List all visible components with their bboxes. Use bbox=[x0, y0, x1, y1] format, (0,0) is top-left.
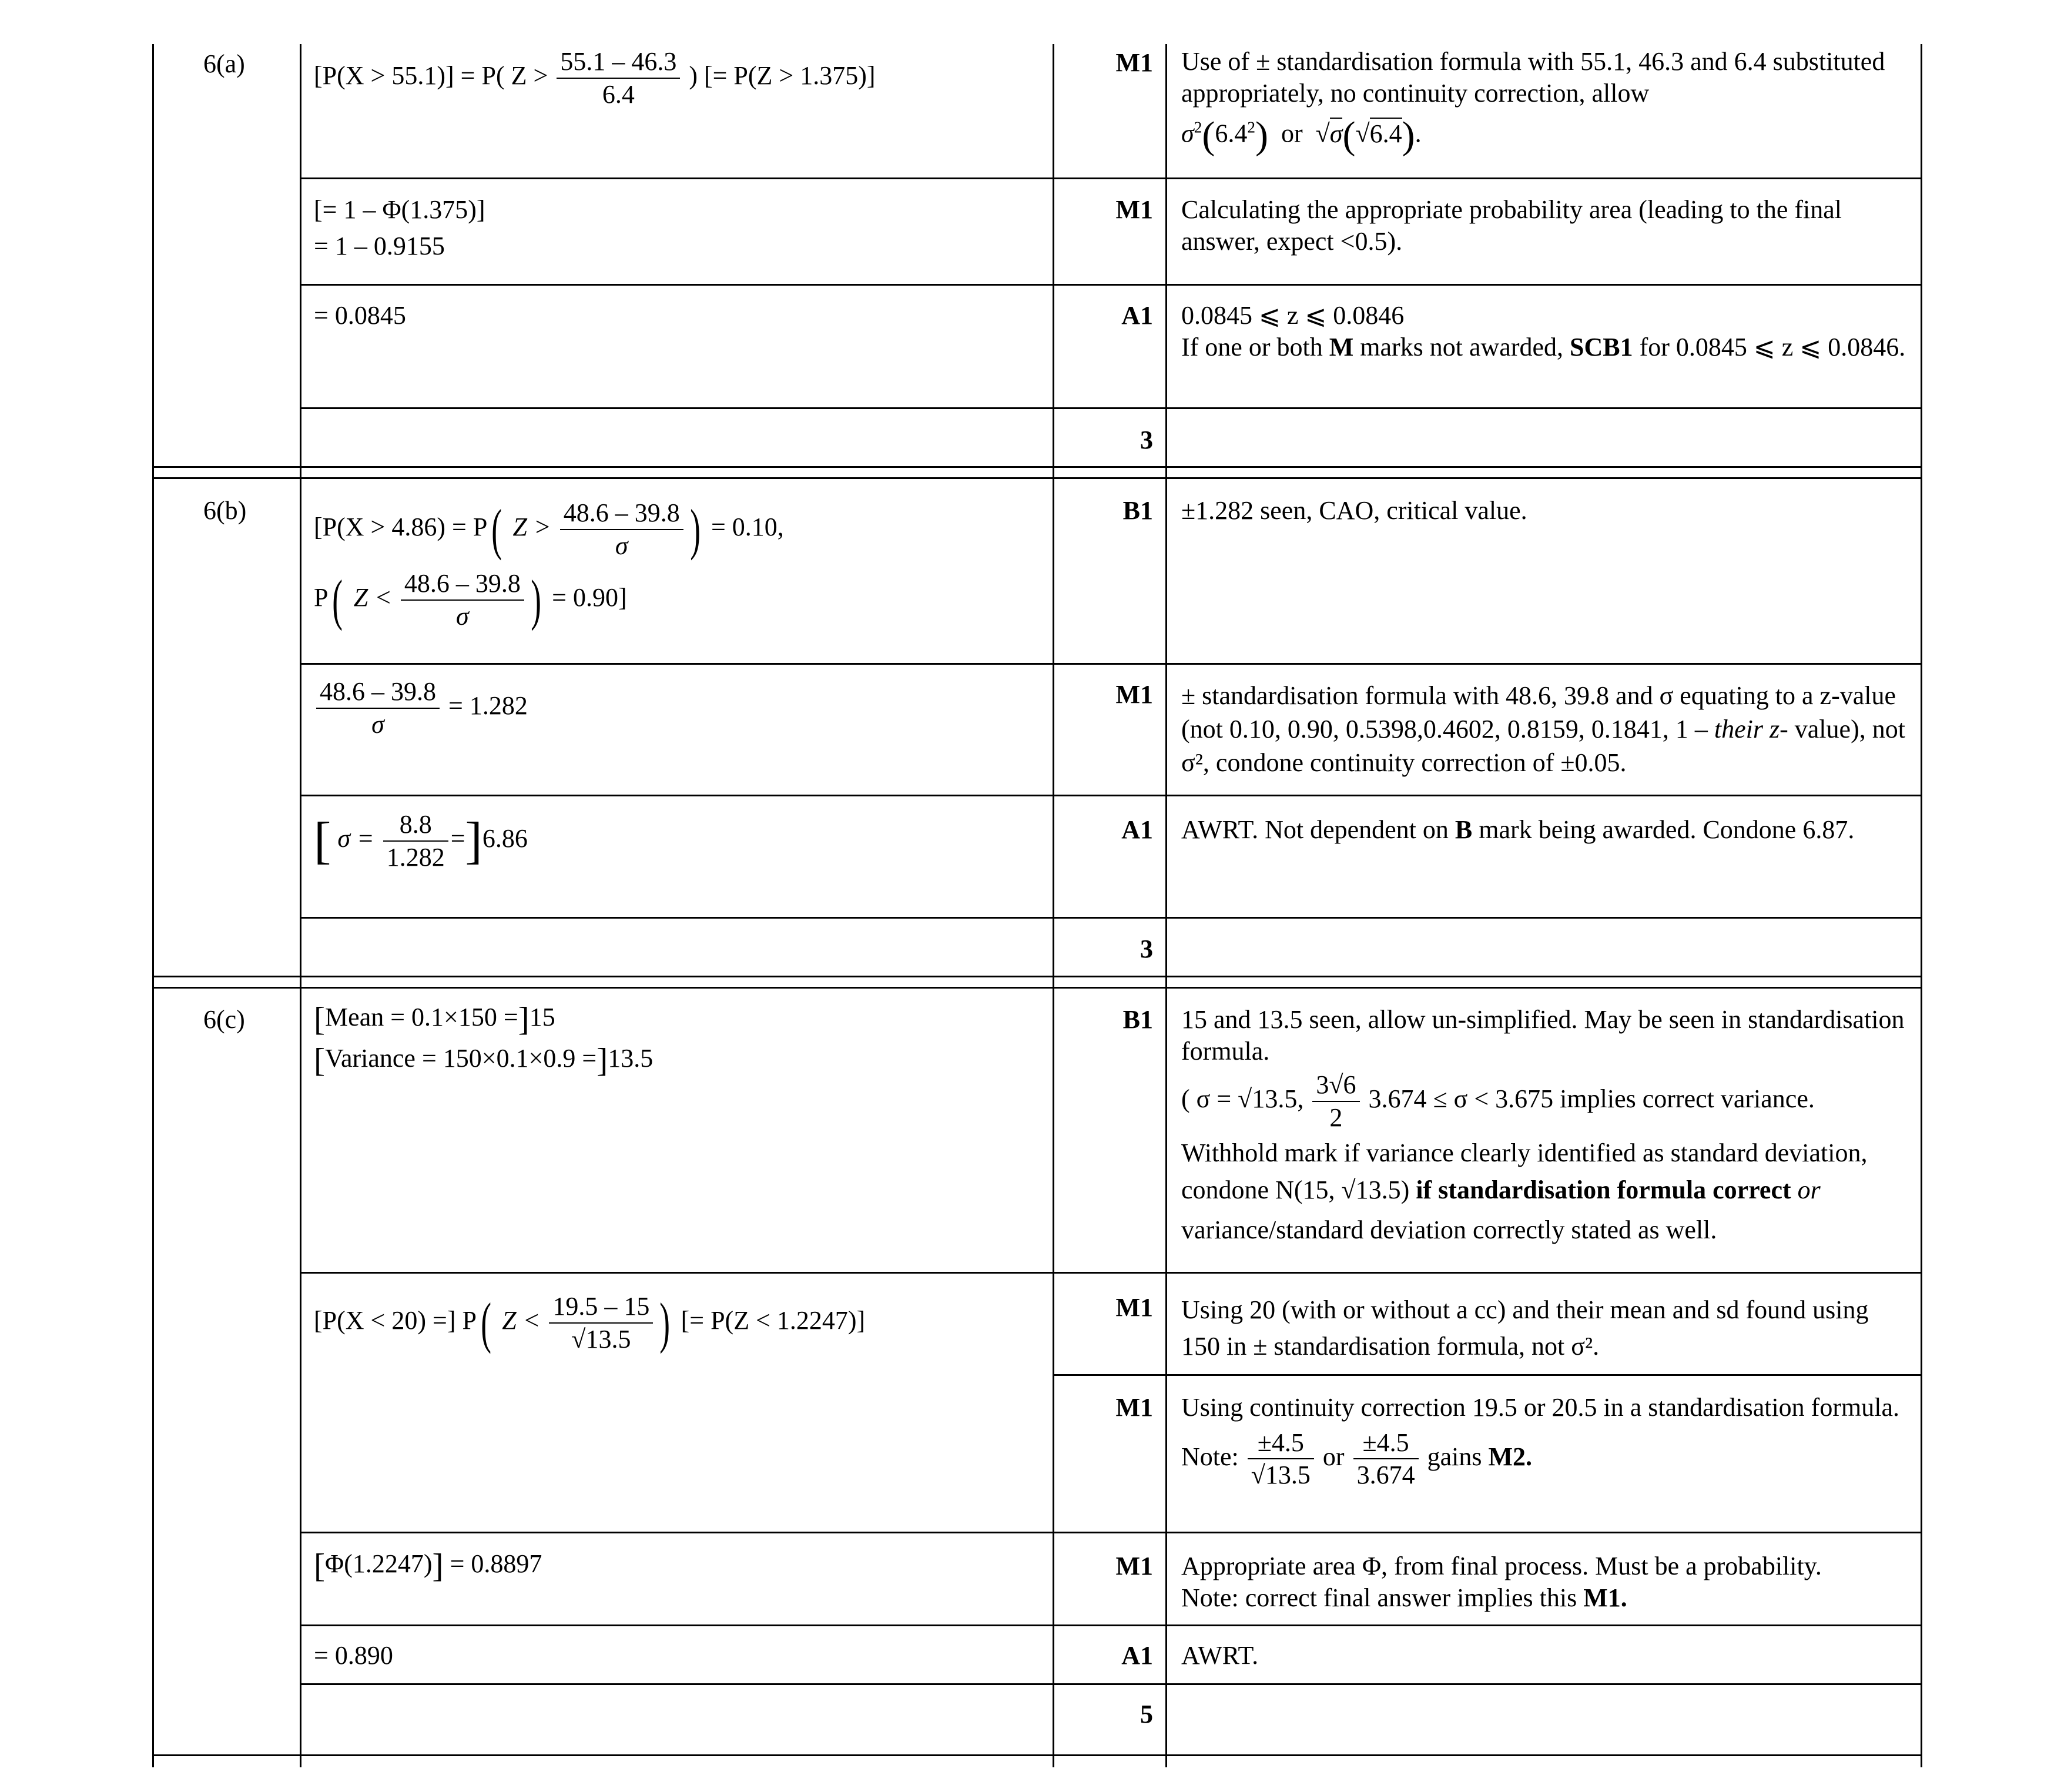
guidance-6b-row3 bbox=[1181, 814, 1910, 846]
answer-text: Z > bbox=[512, 513, 551, 542]
answer-value: 13.5 bbox=[608, 1043, 654, 1073]
guidance-6c-row5: AWRT. bbox=[1181, 1641, 1259, 1670]
answer-6c-row4: [Φ(1.2247)] = 0.8897 bbox=[314, 1548, 542, 1585]
guidance-text: gains bbox=[1427, 1442, 1482, 1471]
mark-6c-row3: M1 bbox=[1115, 1393, 1153, 1422]
guidance-6b-row2 bbox=[1181, 679, 1910, 780]
answer-text: = 0.8897 bbox=[450, 1549, 542, 1578]
guidance-text: mark being awarded. Condone 6.87. bbox=[1479, 815, 1855, 844]
answer-text: [= 1 – Φ(1.375)] bbox=[314, 195, 485, 224]
guidance-note bbox=[1181, 1427, 1910, 1491]
mark-6c-row5: A1 bbox=[1121, 1641, 1153, 1670]
guidance-text: 3.674 ≤ σ < 3.675 implies correct variance. bbox=[1368, 1084, 1815, 1114]
guidance-text: If one or both bbox=[1181, 332, 1323, 361]
guidance-text: 0.0845 ⩽ z ⩽ 0.0846 bbox=[1181, 301, 1405, 330]
fraction-numerator: ±4.5 bbox=[1353, 1427, 1419, 1460]
answer-text: [P(X > 4.86) = P bbox=[314, 513, 488, 542]
answer-line: [Variance = 150×0.1×0.9 =]13.5 bbox=[314, 1041, 654, 1079]
fraction bbox=[1353, 1427, 1419, 1491]
fraction-numerator: 48.6 – 39.8 bbox=[401, 568, 524, 601]
section-separator bbox=[152, 477, 1922, 479]
table-left-border bbox=[152, 44, 154, 1767]
guidance-bold: SCB1 bbox=[1570, 332, 1633, 361]
fraction-denominator: 6.4 bbox=[602, 79, 635, 109]
guidance-6c-row2: Using 20 (with or without a cc) and their mean and sd found using 150 in ± standardisation formula, not σ². bbox=[1181, 1295, 1869, 1361]
column-divider-guidance bbox=[1165, 44, 1167, 1767]
sigma-symbol: σ bbox=[1330, 118, 1343, 148]
section-separator bbox=[152, 987, 1922, 989]
fraction-numerator: 48.6 – 39.8 bbox=[560, 497, 683, 530]
fraction bbox=[383, 809, 448, 873]
fraction-numerator: ±4.5 bbox=[1248, 1427, 1314, 1460]
fraction bbox=[549, 1291, 653, 1355]
fraction-numerator: 48.6 – 39.8 bbox=[316, 676, 440, 709]
guidance-formula: N(15, √13.5) bbox=[1275, 1175, 1410, 1205]
answer-6a-row3: = 0.0845 bbox=[314, 301, 406, 330]
guidance-6a-row3 bbox=[1181, 300, 1910, 363]
section-separator bbox=[152, 976, 1922, 977]
fraction-numerator: 55.1 – 46.3 bbox=[557, 46, 680, 79]
answer-text: = 0.10, bbox=[711, 513, 784, 542]
guidance-text: marks not awarded, bbox=[1360, 332, 1564, 361]
answer-text: Variance = 150×0.1×0.9 = bbox=[325, 1043, 597, 1073]
fraction-denominator: σ bbox=[456, 602, 469, 631]
fraction bbox=[557, 46, 680, 110]
fraction-denominator: σ bbox=[615, 531, 628, 561]
mark-6b-row2: M1 bbox=[1115, 680, 1153, 709]
answer-line: [Mean = 0.1×150 =]15 bbox=[314, 1001, 555, 1038]
mark-6c-row1: B1 bbox=[1122, 1005, 1153, 1034]
fraction-denominator: √13.5 bbox=[571, 1325, 631, 1354]
answer-6b-row1 bbox=[314, 495, 784, 635]
guidance-bold: B bbox=[1455, 815, 1473, 844]
fraction-denominator: 3.674 bbox=[1356, 1461, 1415, 1490]
row-divider bbox=[300, 1272, 1922, 1274]
question-label-6c: 6(c) bbox=[203, 1005, 245, 1034]
guidance-text: ± standardisation formula with 48.6, 39.8 and σ equating to a z-value (not 0.10, 0.90, 0.5398,0.4602, 0.8159, 0.1841, 1 – bbox=[1181, 681, 1896, 744]
answer-text: 6.86 bbox=[482, 823, 528, 853]
guidance-text bbox=[1181, 1582, 1910, 1614]
fraction bbox=[1312, 1069, 1359, 1133]
answer-line: [P(X > 4.86) = P( Z > $\frac{48.6 - 39.8}{\sigma}$ ) = 0.10, bbox=[314, 498, 784, 561]
answer-6c-row5: = 0.890 bbox=[314, 1641, 393, 1670]
question-label-6a: 6(a) bbox=[203, 49, 245, 78]
fraction-numerator: 3√6 bbox=[1312, 1069, 1359, 1102]
row-divider bbox=[300, 284, 1922, 286]
answer-line: P( Z < $\frac{48.6 - 39.8}{\sigma}$ ) = 0.90] bbox=[314, 568, 627, 632]
guidance-text: Note: bbox=[1181, 1442, 1239, 1471]
answer-text: = 1 – 0.9155 bbox=[314, 231, 445, 260]
row-divider bbox=[300, 407, 1922, 409]
row-divider bbox=[300, 1683, 1922, 1685]
row-divider bbox=[300, 795, 1922, 796]
guidance-6c-row1 bbox=[1181, 1004, 1910, 1246]
answer-text: Z < bbox=[353, 583, 392, 612]
fraction-denominator: σ bbox=[371, 709, 384, 739]
answer-formula: Φ(1.2247) bbox=[325, 1549, 433, 1578]
answer-text: [P(X < 20) =] P bbox=[314, 1306, 477, 1335]
answer-text: = 0.90] bbox=[552, 583, 627, 612]
row-divider bbox=[300, 1624, 1922, 1626]
formula-value: 6.4 bbox=[1370, 118, 1402, 148]
guidance-6a-row1 bbox=[1181, 46, 1910, 160]
answer-text: Z < bbox=[502, 1306, 541, 1335]
fraction bbox=[316, 676, 440, 740]
or-text: or bbox=[1322, 1442, 1345, 1471]
guidance-bold: if standardisation formula correct bbox=[1416, 1175, 1791, 1205]
guidance-text: 15 and 13.5 seen, allow un-simplified. May be seen in standardisation formula. bbox=[1181, 1005, 1905, 1066]
guidance-text: Using continuity correction 19.5 or 20.5 in a standardisation formula. bbox=[1181, 1393, 1899, 1422]
fraction-numerator: 19.5 – 15 bbox=[549, 1291, 653, 1324]
mark-6a-row3: A1 bbox=[1121, 301, 1153, 330]
answer-6a-row1 bbox=[314, 46, 876, 110]
question-label-6b: 6(b) bbox=[203, 496, 247, 525]
answer-text: [P(X > 55.1)] = P( Z > bbox=[314, 61, 548, 90]
section-separator bbox=[152, 466, 1922, 468]
total-marks-6c: 5 bbox=[1140, 1700, 1153, 1729]
table-bottom-border bbox=[152, 1754, 1922, 1756]
answer-6c-row2: [P(X < 20) =] P( Z < $\frac{19.5 - 15}{√13.5}$ ) [= P(Z < 1.2247)] bbox=[314, 1291, 866, 1354]
guidance-text: Use of ± standardisation formula with 55.1, 46.3 and 6.4 substituted appropriately, no continuity correction, allow bbox=[1181, 47, 1885, 108]
row-divider bbox=[300, 917, 1922, 919]
fraction-numerator: 8.8 bbox=[383, 809, 448, 842]
fraction-denominator: √13.5 bbox=[1251, 1461, 1311, 1490]
guidance-6a-row2: Calculating the appropriate probability area (leading to the final answer, expect <0.5). bbox=[1181, 195, 1842, 256]
guidance-text: variance/standard deviation correctly stated as well. bbox=[1181, 1215, 1717, 1245]
answer-6b-row2 bbox=[314, 676, 528, 740]
mark-6a-row2: M1 bbox=[1115, 195, 1153, 224]
mark-6b-row1: B1 bbox=[1122, 496, 1153, 525]
answer-text: P bbox=[314, 583, 329, 612]
fraction-denominator: 1.282 bbox=[386, 842, 445, 872]
guidance-6b-row1: ±1.282 seen, CAO, critical value. bbox=[1181, 496, 1527, 525]
guidance-bold: M1. bbox=[1583, 1583, 1627, 1612]
answer-text: = 1.282 bbox=[448, 691, 528, 720]
answer-text: Mean = 0.1×150 = bbox=[325, 1002, 518, 1031]
guidance-text: condone bbox=[1181, 1175, 1269, 1205]
guidance-text: Note: correct final answer implies this bbox=[1181, 1583, 1577, 1612]
guidance-text: for 0.0845 ⩽ z ⩽ 0.0846. bbox=[1639, 332, 1906, 361]
guidance-italic: or bbox=[1797, 1175, 1821, 1205]
mark-6c-row2: M1 bbox=[1115, 1293, 1153, 1322]
fraction bbox=[1248, 1427, 1314, 1491]
mark-6c-row4: M1 bbox=[1115, 1552, 1153, 1580]
formula-value: 6.4 bbox=[1215, 119, 1248, 148]
table-right-border bbox=[1921, 44, 1922, 1767]
row-divider bbox=[300, 1532, 1922, 1533]
guidance-bold: M bbox=[1329, 332, 1354, 361]
guidance-text: AWRT. Not dependent on bbox=[1181, 815, 1449, 844]
row-divider bbox=[300, 663, 1922, 665]
guidance-formula: $\sigma^2(6.4^2)$ or √σ(√6.4). bbox=[1181, 114, 1422, 158]
guidance-bold: M2. bbox=[1488, 1442, 1532, 1471]
answer-text: [= P(Z < 1.2247)] bbox=[681, 1306, 866, 1335]
column-divider-marks bbox=[1053, 44, 1054, 1767]
mark-6b-row3: A1 bbox=[1121, 815, 1153, 844]
guidance-text: Withhold mark if variance clearly identified as standard deviation, bbox=[1181, 1138, 1868, 1167]
or-text: or bbox=[1281, 119, 1303, 148]
row-divider bbox=[1053, 1374, 1922, 1376]
fraction bbox=[401, 568, 524, 632]
guidance-text: Appropriate area Φ, from final process. Must be a probability. bbox=[1181, 1552, 1822, 1580]
guidance-formula bbox=[1181, 1069, 1910, 1133]
sigma-symbol: σ bbox=[1181, 119, 1194, 148]
answer-value: 15 bbox=[529, 1002, 555, 1031]
guidance-italic: their z- bbox=[1714, 715, 1788, 744]
guidance-text: ( σ = √13.5, bbox=[1181, 1084, 1304, 1114]
column-divider-answer bbox=[300, 44, 301, 1767]
answer-text: σ = bbox=[337, 823, 374, 853]
guidance-text bbox=[1181, 331, 1910, 363]
answer-6a-row2 bbox=[314, 194, 485, 262]
fraction bbox=[560, 497, 683, 561]
guidance-6c-row3 bbox=[1181, 1392, 1910, 1491]
fraction-denominator: 2 bbox=[1329, 1103, 1343, 1133]
total-marks-6a: 3 bbox=[1140, 426, 1153, 454]
answer-text: ) [= P(Z > 1.375)] bbox=[689, 61, 876, 90]
answer-6c-row1 bbox=[314, 999, 653, 1081]
mark-6a-row1: M1 bbox=[1115, 48, 1153, 77]
total-marks-6b: 3 bbox=[1140, 934, 1153, 963]
guidance-text bbox=[1181, 1174, 1910, 1206]
guidance-6c-row4 bbox=[1181, 1550, 1910, 1613]
guidance-text: value), not σ², condone continuity correction of ±0.05. bbox=[1181, 715, 1905, 778]
answer-6b-row3: [ σ = $\frac{8.8}{1.282}$ =]6.86 bbox=[314, 809, 528, 873]
row-divider bbox=[300, 177, 1922, 179]
